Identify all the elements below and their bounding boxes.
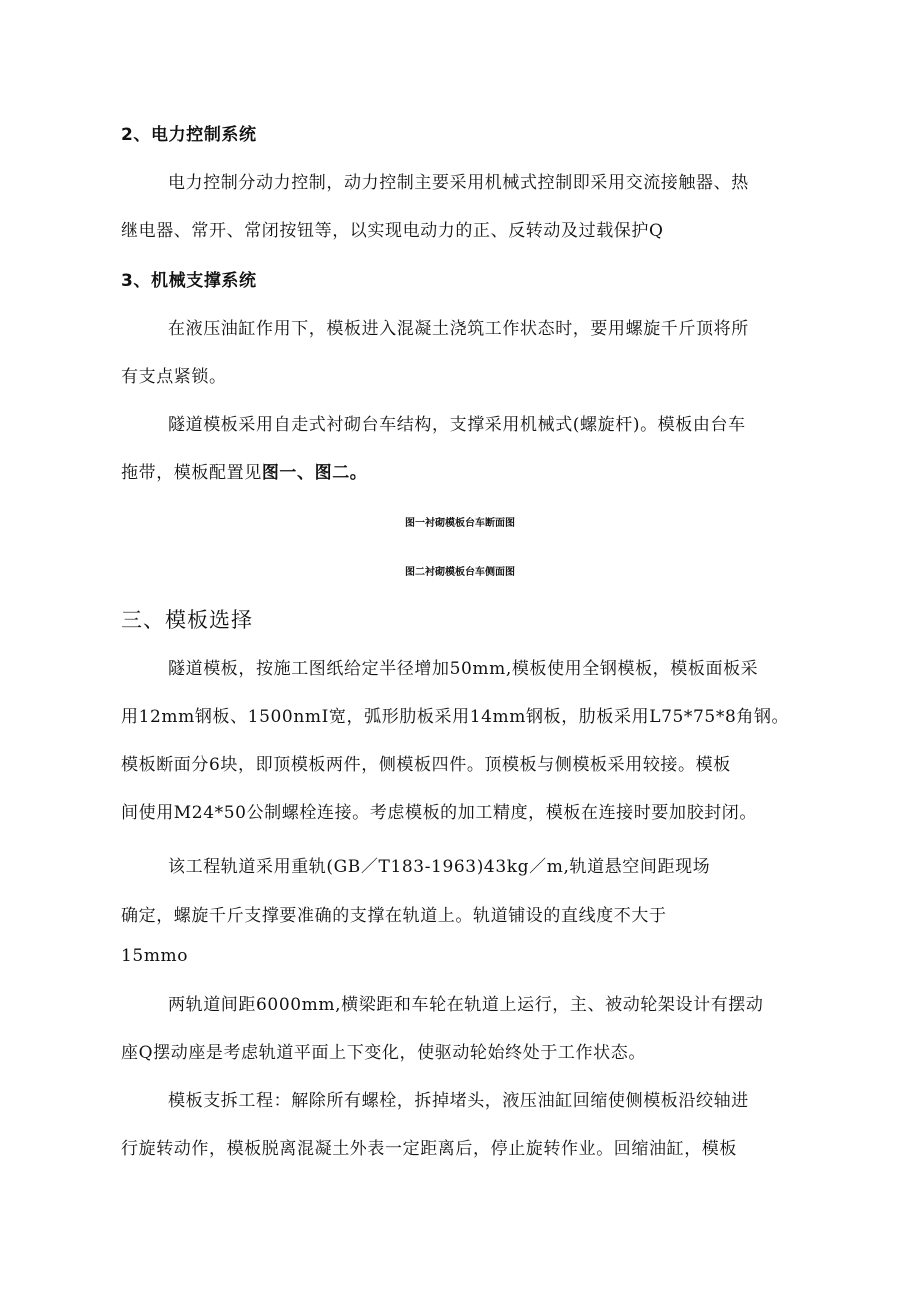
- paragraph-line: 15mmo: [121, 946, 189, 966]
- section-title-formwork: 三、模板选择: [121, 608, 253, 632]
- paragraph-line: 隧道模板采用自走式衬砌台车结构，支撑采用机械式(螺旋杆)。模板由台车: [168, 415, 746, 435]
- paragraph-line: 模板断面分6块，即顶模板两件，侧模板四件。顶模板与侧模板采用较接。模板: [121, 755, 731, 775]
- heading-mechanical-support: 3、机械支撑系统: [121, 271, 257, 291]
- paragraph-line: 确定，螺旋千斤支撑要准确的支撑在轨道上。轨道铺设的直线度不大于: [121, 906, 667, 926]
- figure-caption-2: 图二衬砌模板台车侧面图: [405, 567, 515, 578]
- paragraph-line: 模板支拆工程：解除所有螺栓，拆掉堵头，液压油缸回缩使侧模板沿绞轴进: [168, 1091, 749, 1111]
- paragraph-line: [121, 461, 367, 485]
- heading-power-control: 2、电力控制系统: [121, 125, 257, 145]
- paragraph-text: 拖带，模板配置见: [121, 463, 262, 483]
- paragraph-line: 该工程轨道采用重轨(GB／T183-1963)43kg／m,轨道悬空间距现场: [168, 857, 711, 877]
- figure-caption-1: 图一衬砌模板台车断面图: [405, 518, 515, 529]
- paragraph-line: 继电器、常开、常闭按钮等，以实现电动力的正、反转动及过载保护Q: [121, 221, 664, 241]
- paragraph-line: 隧道模板，按施工图纸给定半径增加50mm,模板使用全钢模板，模板面板采: [168, 659, 759, 679]
- paragraph-line: 间使用M24*50公制螺栓连接。考虑模板的加工精度，模板在连接时要加胶封闭。: [121, 803, 757, 823]
- paragraph-line: 有支点紧锁。: [121, 367, 227, 387]
- paragraph-line: 在液压油缸作用下，模板进入混凝土浇筑工作状态时，要用螺旋千斤顶将所: [168, 319, 749, 339]
- paragraph-line: 座Q摆动座是考虑轨道平面上下变化，使驱动轮始终处于工作状态。: [121, 1043, 646, 1063]
- paragraph-line: 用12mm钢板、1500nmI宽，弧形肋板采用14mm钢板，肋板采用L75*75*8角钢。: [121, 707, 790, 727]
- paragraph-line: 两轨道间距6000mm,横梁距和车轮在轨道上运行，主、被动轮架设计有摆动: [168, 995, 764, 1015]
- paragraph-line: 电力控制分动力控制，动力控制主要采用机械式控制即采用交流接触器、热: [168, 173, 749, 193]
- paragraph-line: 行旋转动作，模板脱离混凝土外表一定距离后，停止旋转作业。回缩油缸，模板: [121, 1139, 737, 1159]
- figure-reference: 图一、图二。: [261, 463, 368, 483]
